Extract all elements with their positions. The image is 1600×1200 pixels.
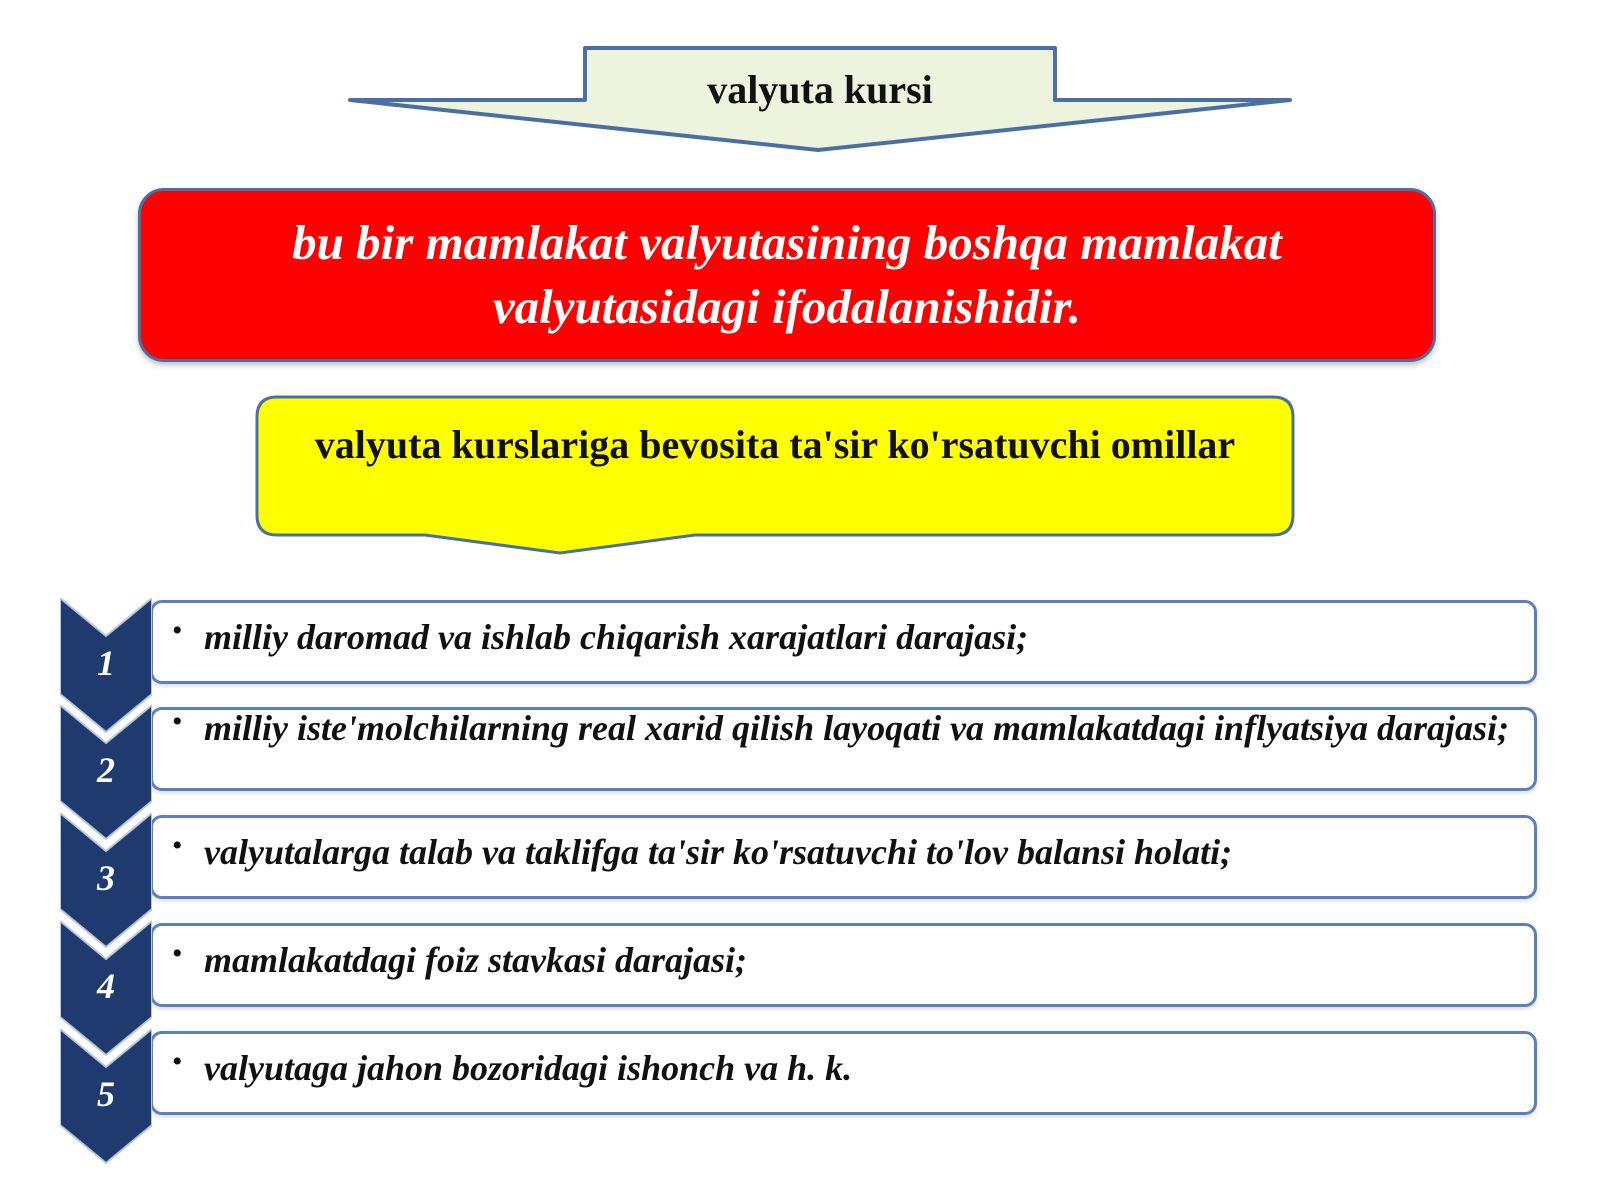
list-item — [60, 923, 1540, 1031]
item-text: valyutaga jahon bozoridagi ishonch va h. k. — [204, 1048, 853, 1088]
bullet-icon: • — [172, 937, 183, 970]
item-text: mamlakatdagi foiz stavkasi darajasi; — [204, 940, 748, 980]
item-number: 4 — [97, 966, 115, 1006]
list-item — [60, 707, 1540, 815]
definition-box — [138, 188, 1436, 362]
list-item — [60, 600, 1540, 708]
bullet-icon: • — [172, 829, 183, 862]
list-item — [60, 1031, 1540, 1139]
item-number: 3 — [97, 858, 115, 898]
item-number: 2 — [97, 750, 115, 790]
bullet-icon: • — [172, 614, 183, 647]
item-number: 1 — [97, 643, 115, 683]
bullet-icon: • — [172, 705, 183, 738]
definition-text: bu bir mamlakat valyutasining boshqa mamlakat valyutasidagi ifodalanishidir. — [292, 215, 1282, 334]
factors-heading: valyuta kurslariga bevosita ta'sir ko'rsatuvchi omillar — [314, 422, 1236, 467]
item-number: 5 — [97, 1074, 115, 1114]
list-item — [60, 815, 1540, 923]
item-text: milliy daromad va ishlab chiqarish xarajatlari darajasi; — [204, 617, 1029, 657]
bullet-icon: • — [172, 1045, 183, 1078]
title: valyuta kursi — [707, 67, 933, 112]
item-text: milliy iste'molchilarning real xarid qilish layoqati va mamlakatdagi inflyatsiya darajasi; — [204, 708, 1510, 748]
item-text: valyutalarga talab va taklifga ta'sir ko'rsatuvchi to'lov balansi holati; — [204, 832, 1233, 872]
